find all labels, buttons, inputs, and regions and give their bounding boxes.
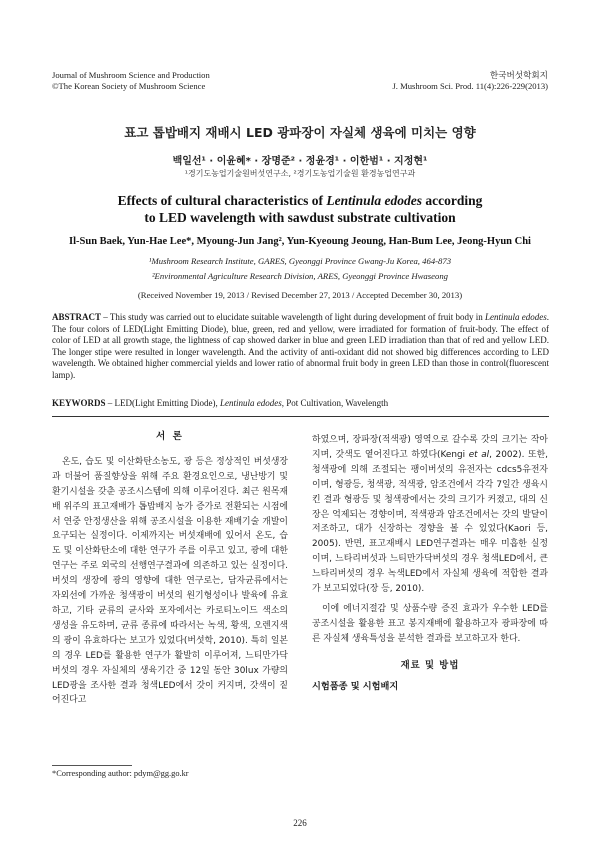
- keywords-text: , Pot Cultivation, Wavelength: [281, 398, 389, 408]
- abstract-species: Lentinula edodes: [485, 312, 547, 322]
- footnote-divider: [52, 765, 132, 766]
- authors-english: Il-Sun Baek, Yun-Hae Lee*, Myoung-Jun Jang², Yun-Kyeoung Jeoung, Han-Bum Lee, Jeong-Hyun Chi: [69, 236, 531, 247]
- section-heading-introduction: 서 론: [156, 431, 184, 442]
- keywords-text: – LED(Light Emitting Diode),: [105, 398, 220, 408]
- subsection-heading-strain-medium: 시험품종 및 시험배지: [312, 680, 399, 692]
- paper-title-korean: 표고 톱밥배지 재배시 LED 광파장이 자실체 생육에 미치는 영향: [124, 125, 476, 140]
- abstract-text: – This study was carried out to elucidate suitable wavelength of light during development of fruit body in: [101, 312, 486, 322]
- journal-header-left: [52, 70, 210, 92]
- intro-et-al: et al: [468, 449, 490, 460]
- title-en-line2: to LED wavelength with sawdust substrate cultivation: [144, 210, 456, 225]
- introduction-continued: [312, 433, 548, 597]
- corresponding-author-footnote: *Corresponding author: pdym@gg.go.kr: [52, 769, 189, 778]
- society-name-en: ©The Korean Society of Mushroom Science: [52, 81, 206, 91]
- journal-name-en: Journal of Mushroom Science and Production: [52, 70, 210, 80]
- title-en-line1: [0, 192, 600, 209]
- abstract: [52, 312, 549, 382]
- introduction-paragraph: 온도, 습도 및 이산화탄소농도, 광 등은 정상적인 버섯생장과 더불어 품질향상을 위해 주요 환경요인으로, 냉난방기 및 환기시설을 갖춘 공조시스템에 의해 이루어진다. 최근 원목재배 위주의 표고재배가 톱밥배지 농가 증가로 전환되는 시점에서 연중 안정생산을 위해 공조시설을 이용한 재배기술 개발이 요구되는 실정이다. 이제까지는 버섯재배에 있어서 온도, 습도 및 이산화탄소에 대한 연구가 주를 이루고 있고, 광에 대한 연구는 주로 외국의 선행연구결과에 의존하고 있는 실정이다. 버섯의 생장에 광의 영향에 대한 연구로는, 담자균류에서는 자외선에 가까운 청색광이 버섯의 원기형성이나 발육에 유효하고, 기타 균류의 균사와 포자에서는 카로티노이드 색소의 생성을 유도하며, 균류 종류에 따라서는 녹색, 황색, 오렌지색의 광이 유효하다는 보고가 있었다(버섯학, 2010). 특히 일본의 경우 LED를 활용한 연구가 활발히 이루어져, 느티만가닥버섯의 경우 자실체의 생육기간 중 12일 동안 30lux 가량의 LED광을 조사한 결과 청색LED에서 갓이 커지며, 갓색이 짙어진다고: [52, 456, 288, 706]
- affiliation-en-1: ¹Mushroom Research Institute, GARES, Gyeonggi Province Gwang-Ju Korea, 464-873: [148, 256, 452, 266]
- keywords-divider: [52, 416, 549, 417]
- title-en-part: according: [422, 193, 483, 208]
- section-heading-methods: 재료 및 방법: [400, 659, 460, 671]
- keywords-label: KEYWORDS: [52, 398, 106, 408]
- received-dates: (Received November 19, 2013 / Revised December 27, 2013 / Accepted December 30, 2013): [137, 290, 463, 300]
- title-en-part: Effects of cultural characteristics of: [117, 193, 327, 208]
- abstract-text: . The four colors of LED(Light Emitting Diode), blue, green, red and yellow, were irradiated for formation of fruit-body. The effect of color of LED at all growth stage, the lightness of cap showed darker in blue and green LED irradiation than that of red and yellow LED. The longer stipe were resulted in longer wavelength. And the activity of anti-oxidant did not showed big differences according to LED wavelength. We obtained higher commercial yields and lower ratio of abnormal fruit body in green LED than those in control(fluorescent lamp).: [52, 312, 550, 380]
- right-column: [312, 433, 548, 695]
- intro-text: , 2002). 또한, 청색광에 의해 조절되는 팽이버섯의 유전자는 cdcs5유전자이며, 형광등, 청색광, 적색광, 암조건에서 각각 7일간 생육시킨 결과 형광등 및 청색광에서는 갓의 크기가 커졌고, 대의 신장은 억제되는 경향이며, 적색광과 암조건에서는 갓의 발달이 저조하고, 대가 신장하는 경향을 볼 수 있었다(Kaori 등, 2005). 반면, 표고재배시 LED연구결과는 매우 미흡한 실정이며, 느타리버섯과 느티만가닥버섯의 경우 청색LED에서, 큰느타리버섯의 경우 녹색LED에서 자실체 생육에 적합한 결과가 보고되었다(장 등, 2010).: [312, 449, 548, 595]
- journal-header-right: [392, 70, 548, 92]
- abstract-label: ABSTRACT: [52, 312, 102, 322]
- affiliation-en-2: ²Environmental Agriculture Research Division, ARES, Gyeonggi Province Hwaseong: [151, 271, 449, 281]
- journal-citation: J. Mushroom Sci. Prod. 11(4):226-229(2013): [392, 81, 548, 91]
- title-en-species: Lentinula edodes: [326, 193, 423, 208]
- paper-title-english: [0, 192, 600, 226]
- intro-text: 하였으며, 장파장(적색광) 영역으로 갈수록 갓의 크기는 작아지며, 갓색도 옅어진다고 하였다(Kengi: [312, 435, 548, 460]
- affiliations-korean: ¹경기도농업기술원버섯연구소, ²경기도농업기술원 환경농업연구과: [184, 169, 416, 178]
- left-column: [52, 430, 288, 708]
- keywords: [52, 398, 549, 408]
- authors-korean: 백일선¹ · 이윤혜* · 장명준² · 정윤경¹ · 이한범¹ · 지정현¹: [172, 156, 428, 167]
- keywords-species: Lentinula edodes: [220, 398, 282, 408]
- introduction-purpose: 이에 에너지절감 및 상품수량 증진 효과가 우수한 LED를 공조시설을 활용한 표고 봉지재배에 활용하고자 광파장에 따른 자실체 생육특성을 분석한 결과를 보고하고자 한다.: [312, 603, 548, 644]
- page-number: 226: [293, 818, 307, 828]
- journal-name-ko: 한국버섯학회지: [489, 70, 548, 80]
